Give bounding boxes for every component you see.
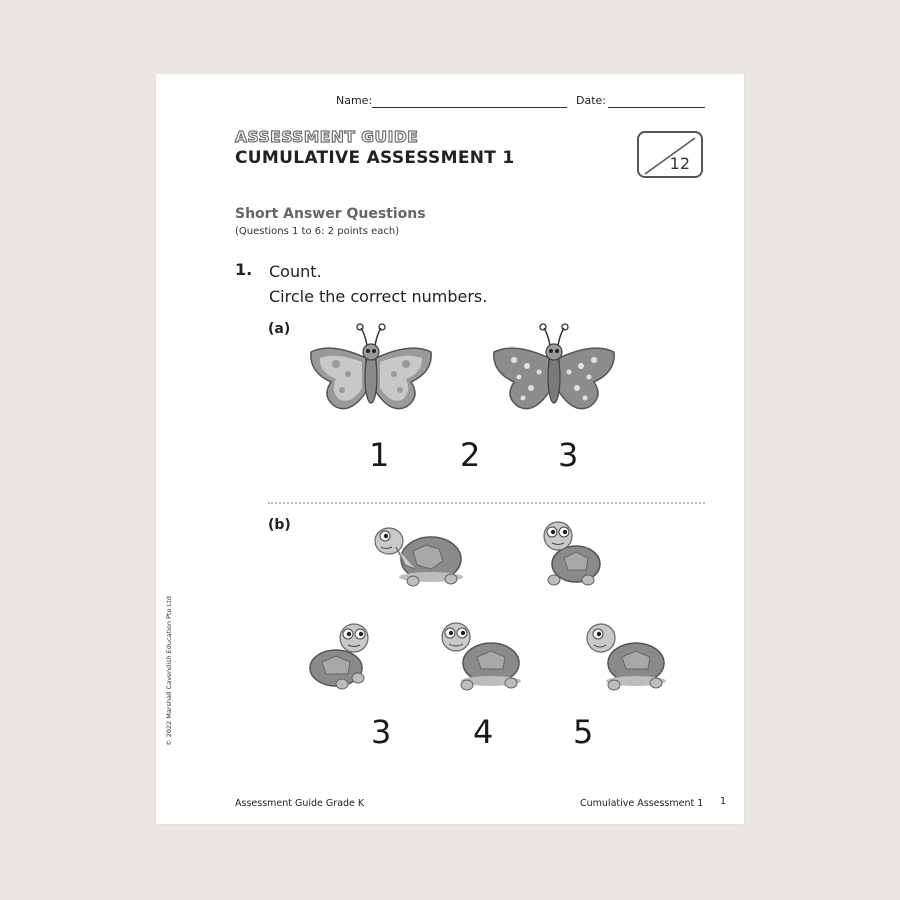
score-total: 12	[669, 154, 690, 173]
footer-right: Cumulative Assessment 1	[580, 798, 704, 809]
turtle-picture-2	[538, 516, 608, 591]
turtle-picture-5	[584, 621, 669, 693]
name-label: Name:	[336, 94, 373, 107]
cumulative-assessment-title: CUMULATIVE ASSESSMENT 1	[235, 148, 515, 168]
copyright-notice: © 2022 Marshall Cavendish Education Pte Ltd	[165, 596, 173, 746]
footer-left: Assessment Guide Grade K	[235, 798, 365, 809]
date-label: Date:	[576, 94, 606, 107]
choice-b-4[interactable]: 4	[473, 713, 494, 751]
part-a-label: (a)	[268, 321, 291, 337]
choice-a-2[interactable]: 2	[460, 436, 481, 474]
turtle-picture-4	[439, 619, 524, 694]
assessment-guide-title: ASSESSMENT GUIDE	[235, 128, 419, 146]
choice-a-1[interactable]: 1	[369, 436, 390, 474]
butterfly-picture-2	[489, 322, 619, 417]
turtle-picture-1	[371, 519, 466, 589]
butterfly-picture-1	[306, 322, 436, 417]
question-number: 1.	[235, 260, 253, 279]
section-subtitle: (Questions 1 to 6: 2 points each)	[235, 226, 400, 237]
score-box	[637, 131, 703, 178]
choice-a-3[interactable]: 3	[558, 436, 579, 474]
page-number: 1	[720, 796, 727, 807]
date-field[interactable]	[608, 107, 705, 108]
turtle-picture-3	[306, 620, 376, 695]
part-b-label: (b)	[268, 517, 291, 533]
part-divider	[268, 502, 705, 504]
name-field[interactable]	[372, 107, 567, 108]
choice-b-3[interactable]: 3	[371, 713, 392, 751]
worksheet-page	[156, 74, 744, 824]
question-instructions	[269, 259, 487, 309]
choice-b-5[interactable]: 5	[573, 713, 594, 751]
question-line-1: Count.	[269, 262, 322, 281]
question-line-2: Circle the correct numbers.	[269, 287, 488, 306]
section-title: Short Answer Questions	[235, 206, 426, 222]
